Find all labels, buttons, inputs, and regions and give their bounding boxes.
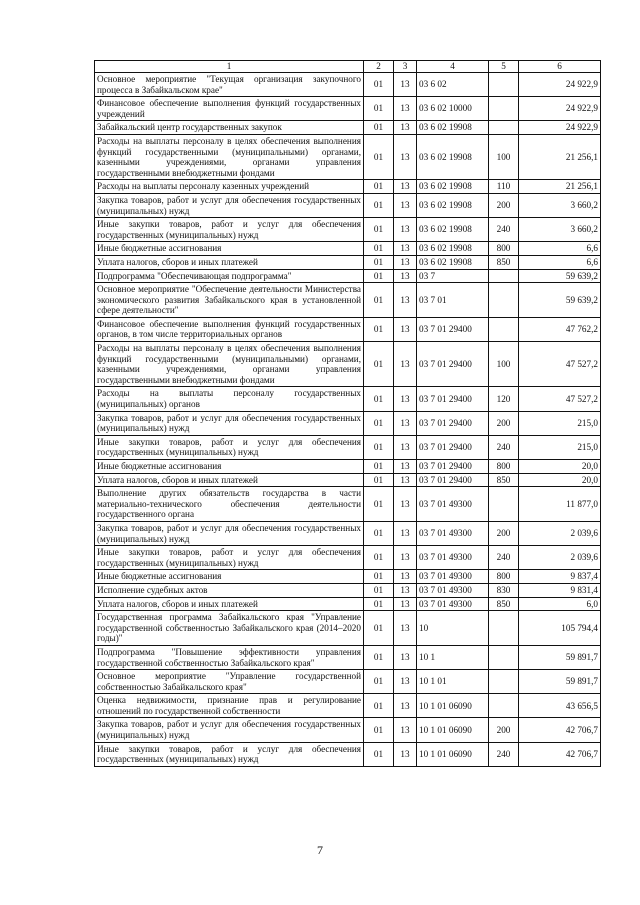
expense-type-cell (489, 645, 519, 669)
expense-type-cell: 200 (489, 193, 519, 217)
expense-type-cell (489, 73, 519, 97)
expense-type-cell: 800 (489, 242, 519, 256)
section-code-cell: 01 (364, 694, 394, 718)
row-name-cell: Основное мероприятие "Текущая организация закупочного процесса в Забайкальском крае" (95, 73, 364, 97)
amount-cell: 59 639,2 (519, 283, 601, 318)
row-name-cell: Выполнение других обязательств государства в части материально-технического обеспечения деятельности государственного органа (95, 487, 364, 522)
section-code-cell: 01 (364, 473, 394, 487)
table-row (95, 387, 601, 411)
amount-cell: 24 922,9 (519, 97, 601, 121)
expense-type-cell: 850 (489, 597, 519, 611)
subsection-code-cell: 13 (394, 742, 417, 766)
row-name-cell: Основное мероприятие "Обеспечение деятельности Министерства экономического развития Забайкальского края в установленной сфере деятельности" (95, 283, 364, 318)
target-article-cell: 03 7 01 49300 (417, 487, 489, 522)
column-header-5: 5 (489, 61, 519, 73)
table-row (95, 670, 601, 694)
target-article-cell: 03 7 01 29400 (417, 342, 489, 387)
column-header-4: 4 (417, 61, 489, 73)
row-name-cell: Подпрограмма "Обеспечивающая подпрограмма" (95, 269, 364, 283)
target-article-cell: 10 1 01 06090 (417, 718, 489, 742)
table-row (95, 283, 601, 318)
subsection-code-cell: 13 (394, 473, 417, 487)
amount-cell: 9 831,4 (519, 583, 601, 597)
target-article-cell: 03 7 01 49300 (417, 521, 489, 545)
row-name-cell: Забайкальский центр государственных закупок (95, 121, 364, 135)
subsection-code-cell: 13 (394, 269, 417, 283)
table-row (95, 570, 601, 584)
subsection-code-cell: 13 (394, 218, 417, 242)
row-name-cell: Иные бюджетные ассигнования (95, 242, 364, 256)
subsection-code-cell: 13 (394, 611, 417, 646)
section-code-cell: 01 (364, 570, 394, 584)
subsection-code-cell: 13 (394, 521, 417, 545)
expense-type-cell: 110 (489, 180, 519, 194)
amount-cell: 47 527,2 (519, 387, 601, 411)
section-code-cell: 01 (364, 583, 394, 597)
table-row (95, 411, 601, 435)
amount-cell: 59 891,7 (519, 645, 601, 669)
expense-type-cell (489, 694, 519, 718)
column-header-3: 3 (394, 61, 417, 73)
expense-type-cell: 850 (489, 473, 519, 487)
target-article-cell: 03 7 01 29400 (417, 411, 489, 435)
expense-type-cell: 120 (489, 387, 519, 411)
subsection-code-cell: 13 (394, 645, 417, 669)
column-header-1: 1 (95, 61, 364, 73)
table-row (95, 694, 601, 718)
target-article-cell: 03 7 01 49300 (417, 597, 489, 611)
column-header-6: 6 (519, 61, 601, 73)
row-name-cell: Иные закупки товаров, работ и услуг для обеспечения государственных (муниципальных) нужд (95, 218, 364, 242)
subsection-code-cell: 13 (394, 570, 417, 584)
expense-type-cell: 200 (489, 411, 519, 435)
target-article-cell: 03 7 01 29400 (417, 473, 489, 487)
section-code-cell: 01 (364, 193, 394, 217)
target-article-cell: 03 6 02 10000 (417, 97, 489, 121)
table-row (95, 546, 601, 570)
amount-cell: 2 039,6 (519, 546, 601, 570)
expense-type-cell (489, 670, 519, 694)
target-article-cell: 10 (417, 611, 489, 646)
amount-cell: 6,0 (519, 597, 601, 611)
expense-type-cell: 800 (489, 460, 519, 474)
row-name-cell: Иные бюджетные ассигнования (95, 460, 364, 474)
section-code-cell: 01 (364, 255, 394, 269)
target-article-cell: 03 6 02 19908 (417, 121, 489, 135)
subsection-code-cell: 13 (394, 411, 417, 435)
row-name-cell: Расходы на выплаты персоналу в целях обеспечения выполнения функций государственными (муниципальными) органами, казенными учреждениями, органами управления государственными внебюджетными фондами (95, 134, 364, 179)
amount-cell: 24 922,9 (519, 121, 601, 135)
target-article-cell: 03 6 02 19908 (417, 134, 489, 179)
section-code-cell: 01 (364, 180, 394, 194)
amount-cell: 6,6 (519, 242, 601, 256)
row-name-cell: Иные бюджетные ассигнования (95, 570, 364, 584)
amount-cell: 11 877,0 (519, 487, 601, 522)
table-row (95, 218, 601, 242)
row-name-cell: Уплата налогов, сборов и иных платежей (95, 473, 364, 487)
target-article-cell: 10 1 01 (417, 670, 489, 694)
amount-cell: 21 256,1 (519, 134, 601, 179)
subsection-code-cell: 13 (394, 718, 417, 742)
section-code-cell: 01 (364, 342, 394, 387)
subsection-code-cell: 13 (394, 73, 417, 97)
table-row (95, 583, 601, 597)
row-name-cell: Оценка недвижимости, признание прав и регулирование отношений по государственной собственности (95, 694, 364, 718)
target-article-cell: 03 6 02 19908 (417, 180, 489, 194)
subsection-code-cell: 13 (394, 583, 417, 597)
table-row (95, 134, 601, 179)
expense-type-cell: 800 (489, 570, 519, 584)
section-code-cell: 01 (364, 670, 394, 694)
amount-cell: 105 794,4 (519, 611, 601, 646)
section-code-cell: 01 (364, 645, 394, 669)
table-row (95, 97, 601, 121)
expense-type-cell: 240 (489, 435, 519, 459)
amount-cell: 59 891,7 (519, 670, 601, 694)
table-row (95, 180, 601, 194)
target-article-cell: 10 1 01 06090 (417, 694, 489, 718)
target-article-cell: 03 7 (417, 269, 489, 283)
table-row (95, 269, 601, 283)
table-row (95, 242, 601, 256)
expense-type-cell: 200 (489, 521, 519, 545)
amount-cell: 59 639,2 (519, 269, 601, 283)
subsection-code-cell: 13 (394, 460, 417, 474)
amount-cell: 24 922,9 (519, 73, 601, 97)
subsection-code-cell: 13 (394, 255, 417, 269)
row-name-cell: Закупка товаров, работ и услуг для обеспечения государственных (муниципальных) нужд (95, 411, 364, 435)
table-row (95, 742, 601, 766)
target-article-cell: 03 6 02 19908 (417, 218, 489, 242)
amount-cell: 9 837,4 (519, 570, 601, 584)
section-code-cell: 01 (364, 269, 394, 283)
subsection-code-cell: 13 (394, 317, 417, 341)
target-article-cell: 03 7 01 29400 (417, 460, 489, 474)
row-name-cell: Расходы на выплаты персоналу казенных учреждений (95, 180, 364, 194)
section-code-cell: 01 (364, 121, 394, 135)
expense-type-cell: 850 (489, 255, 519, 269)
expense-type-cell: 240 (489, 218, 519, 242)
expense-type-cell: 100 (489, 134, 519, 179)
section-code-cell: 01 (364, 411, 394, 435)
amount-cell: 21 256,1 (519, 180, 601, 194)
row-name-cell: Финансовое обеспечение выполнения функций государственных учреждений (95, 97, 364, 121)
expense-type-cell (489, 487, 519, 522)
amount-cell: 20,0 (519, 473, 601, 487)
section-code-cell: 01 (364, 242, 394, 256)
expense-type-cell (489, 283, 519, 318)
target-article-cell: 03 6 02 19908 (417, 255, 489, 269)
target-article-cell: 03 7 01 29400 (417, 435, 489, 459)
section-code-cell: 01 (364, 387, 394, 411)
subsection-code-cell: 13 (394, 387, 417, 411)
table-row (95, 73, 601, 97)
table-row (95, 121, 601, 135)
target-article-cell: 03 7 01 29400 (417, 387, 489, 411)
table-row (95, 597, 601, 611)
subsection-code-cell: 13 (394, 242, 417, 256)
subsection-code-cell: 13 (394, 435, 417, 459)
row-name-cell: Уплата налогов, сборов и иных платежей (95, 255, 364, 269)
section-code-cell: 01 (364, 742, 394, 766)
table-row (95, 611, 601, 646)
row-name-cell: Основное мероприятие "Управление государственной собственностью Забайкальского края" (95, 670, 364, 694)
table-row (95, 317, 601, 341)
row-name-cell: Иные закупки товаров, работ и услуг для обеспечения государственных (муниципальных) нужд (95, 742, 364, 766)
row-name-cell: Исполнение судебных актов (95, 583, 364, 597)
section-code-cell: 01 (364, 460, 394, 474)
section-code-cell: 01 (364, 597, 394, 611)
amount-cell: 47 527,2 (519, 342, 601, 387)
table-row (95, 645, 601, 669)
expense-type-cell: 240 (489, 546, 519, 570)
section-code-cell: 01 (364, 97, 394, 121)
expense-type-cell: 830 (489, 583, 519, 597)
row-name-cell: Иные закупки товаров, работ и услуг для обеспечения государственных (муниципальных) нужд (95, 435, 364, 459)
section-code-cell: 01 (364, 134, 394, 179)
section-code-cell: 01 (364, 487, 394, 522)
section-code-cell: 01 (364, 283, 394, 318)
subsection-code-cell: 13 (394, 597, 417, 611)
column-header-2: 2 (364, 61, 394, 73)
section-code-cell: 01 (364, 546, 394, 570)
row-name-cell: Расходы на выплаты персоналу государственных (муниципальных) органов (95, 387, 364, 411)
expense-type-cell (489, 121, 519, 135)
amount-cell: 42 706,7 (519, 742, 601, 766)
subsection-code-cell: 13 (394, 342, 417, 387)
section-code-cell: 01 (364, 73, 394, 97)
subsection-code-cell: 13 (394, 694, 417, 718)
header-row (95, 61, 601, 73)
subsection-code-cell: 13 (394, 121, 417, 135)
target-article-cell: 03 6 02 19908 (417, 193, 489, 217)
row-name-cell: Закупка товаров, работ и услуг для обеспечения государственных (муниципальных) нужд (95, 521, 364, 545)
row-name-cell: Государственная программа Забайкальского края "Управление государственной собственностью Забайкальского края (2014–2020 годы)" (95, 611, 364, 646)
subsection-code-cell: 13 (394, 487, 417, 522)
target-article-cell: 03 7 01 49300 (417, 546, 489, 570)
table-row (95, 460, 601, 474)
amount-cell: 6,6 (519, 255, 601, 269)
row-name-cell: Уплата налогов, сборов и иных платежей (95, 597, 364, 611)
amount-cell: 215,0 (519, 411, 601, 435)
target-article-cell: 03 6 02 19908 (417, 242, 489, 256)
subsection-code-cell: 13 (394, 180, 417, 194)
expense-type-cell: 200 (489, 718, 519, 742)
table-row (95, 342, 601, 387)
expense-type-cell (489, 269, 519, 283)
table-row (95, 255, 601, 269)
amount-cell: 43 656,5 (519, 694, 601, 718)
target-article-cell: 03 7 01 29400 (417, 317, 489, 341)
target-article-cell: 10 1 (417, 645, 489, 669)
amount-cell: 47 762,2 (519, 317, 601, 341)
expense-type-cell (489, 97, 519, 121)
section-code-cell: 01 (364, 218, 394, 242)
table-row (95, 473, 601, 487)
target-article-cell: 03 7 01 49300 (417, 570, 489, 584)
section-code-cell: 01 (364, 718, 394, 742)
subsection-code-cell: 13 (394, 193, 417, 217)
expense-type-cell (489, 317, 519, 341)
table-row (95, 718, 601, 742)
target-article-cell: 10 1 01 06090 (417, 742, 489, 766)
target-article-cell: 03 6 02 (417, 73, 489, 97)
amount-cell: 215,0 (519, 435, 601, 459)
target-article-cell: 03 7 01 49300 (417, 583, 489, 597)
amount-cell: 2 039,6 (519, 521, 601, 545)
table-row (95, 521, 601, 545)
section-code-cell: 01 (364, 611, 394, 646)
table-row (95, 487, 601, 522)
section-code-cell: 01 (364, 521, 394, 545)
amount-cell: 3 660,2 (519, 193, 601, 217)
row-name-cell: Финансовое обеспечение выполнения функций государственных органов, в том числе территориальных органов (95, 317, 364, 341)
page-number: 7 (317, 843, 323, 857)
target-article-cell: 03 7 01 (417, 283, 489, 318)
budget-table (94, 60, 601, 767)
subsection-code-cell: 13 (394, 97, 417, 121)
row-name-cell: Расходы на выплаты персоналу в целях обеспечения выполнения функций государственными (муниципальными) органами, казенными учреждениями, органами управления государственными внебюджетными фондами (95, 342, 364, 387)
row-name-cell: Закупка товаров, работ и услуг для обеспечения государственных (муниципальных) нужд (95, 193, 364, 217)
subsection-code-cell: 13 (394, 670, 417, 694)
subsection-code-cell: 13 (394, 134, 417, 179)
row-name-cell: Иные закупки товаров, работ и услуг для обеспечения государственных (муниципальных) нужд (95, 546, 364, 570)
subsection-code-cell: 13 (394, 546, 417, 570)
subsection-code-cell: 13 (394, 283, 417, 318)
table-row (95, 435, 601, 459)
expense-type-cell: 100 (489, 342, 519, 387)
amount-cell: 3 660,2 (519, 218, 601, 242)
section-code-cell: 01 (364, 317, 394, 341)
row-name-cell: Подпрограмма "Повышение эффективности управления государственной собственностью Забайкальского края" (95, 645, 364, 669)
section-code-cell: 01 (364, 435, 394, 459)
amount-cell: 42 706,7 (519, 718, 601, 742)
amount-cell: 20,0 (519, 460, 601, 474)
expense-type-cell (489, 611, 519, 646)
row-name-cell: Закупка товаров, работ и услуг для обеспечения государственных (муниципальных) нужд (95, 718, 364, 742)
table-row (95, 193, 601, 217)
expense-type-cell: 240 (489, 742, 519, 766)
